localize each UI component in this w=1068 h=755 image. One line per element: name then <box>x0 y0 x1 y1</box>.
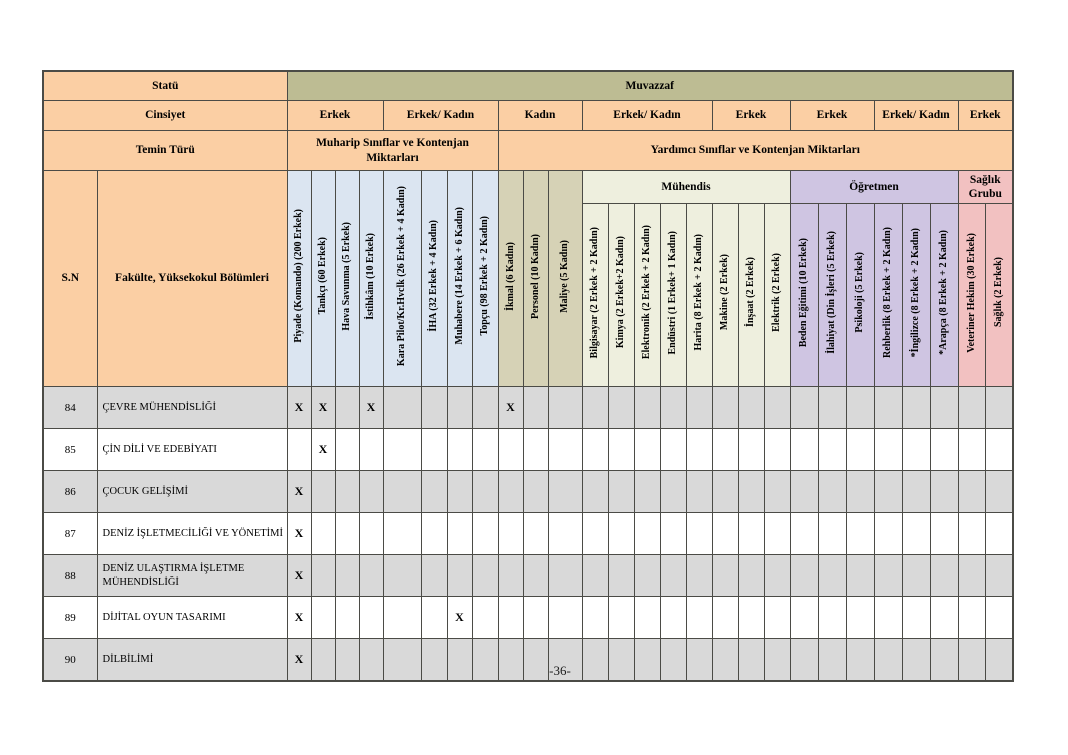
table-row-87 <box>43 513 1013 555</box>
column-header-label: Makine (2 Erkek) <box>719 254 730 331</box>
column-header-6 <box>421 171 447 387</box>
statu-row <box>43 71 1013 101</box>
mark-cell <box>383 513 421 555</box>
mark-cell <box>608 429 634 471</box>
column-header-8 <box>472 171 498 387</box>
mark-cell <box>421 471 447 513</box>
mark-cell <box>383 555 421 597</box>
mark-cell <box>818 555 846 597</box>
column-header-label: Hava Savunma (5 Erkek) <box>341 221 352 331</box>
mark-cell <box>472 471 498 513</box>
cinsiyet-header: Cinsiyet <box>43 101 287 131</box>
row-number-cell: 85 <box>43 429 97 471</box>
column-header-23 <box>874 204 902 387</box>
column-header-label: Endüstri (1 Erkek+ 1 Kadın) <box>667 230 678 355</box>
mark-cell <box>902 429 930 471</box>
mark-cell <box>686 555 712 597</box>
mark-cell <box>790 471 818 513</box>
mark-cell <box>582 597 608 639</box>
mark-cell <box>498 555 523 597</box>
column-header-9 <box>498 171 523 387</box>
mark-cell <box>985 471 1013 513</box>
mark-cell <box>548 387 582 429</box>
column-header-3 <box>335 171 359 387</box>
mark-cell <box>712 387 738 429</box>
cinsiyet-band-7: Erkek/ Kadın <box>874 101 958 131</box>
muvazzaf-band: Muvazzaf <box>287 71 1013 101</box>
mark-cell <box>930 429 958 471</box>
mark-cell: X <box>287 471 311 513</box>
column-header-label: Beden Eğitimi (10 Erkek) <box>798 237 809 348</box>
mark-cell <box>335 471 359 513</box>
column-header-label: Personel (10 Kadın) <box>529 233 541 319</box>
mark-cell <box>790 597 818 639</box>
mark-cell <box>985 513 1013 555</box>
mark-cell <box>498 597 523 639</box>
mark-cell <box>958 513 985 555</box>
column-header-5 <box>383 171 421 387</box>
mark-cell: X <box>498 387 523 429</box>
column-header-label: İHA (32 Erkek + 4 Kadın) <box>428 220 439 332</box>
mark-cell <box>712 597 738 639</box>
mark-cell <box>523 471 548 513</box>
mark-cell: X <box>287 639 311 682</box>
mark-cell <box>472 597 498 639</box>
mark-cell <box>548 429 582 471</box>
mark-cell <box>790 387 818 429</box>
column-header-label: İnşaat (2 Erkek) <box>745 257 756 328</box>
cinsiyet-band-1: Erkek <box>287 101 383 131</box>
column-header-label: Sağlık (2 Erkek) <box>992 257 1004 328</box>
muharip-band: Muharip Sınıflar ve Kontenjan Miktarları <box>287 131 498 171</box>
mark-cell <box>738 387 764 429</box>
mark-cell <box>335 555 359 597</box>
cinsiyet-band-8: Erkek <box>958 101 1013 131</box>
column-header-13 <box>608 204 634 387</box>
mark-cell <box>686 429 712 471</box>
mark-cell: X <box>287 387 311 429</box>
row-number-cell: 86 <box>43 471 97 513</box>
column-header-11 <box>548 171 582 387</box>
mark-cell <box>874 429 902 471</box>
mark-cell <box>359 555 383 597</box>
mark-cell <box>359 597 383 639</box>
column-header-25 <box>930 204 958 387</box>
temin-turu-row <box>43 131 1013 171</box>
mark-cell <box>548 513 582 555</box>
mark-cell <box>818 597 846 639</box>
mark-cell: X <box>287 513 311 555</box>
mark-cell <box>846 471 874 513</box>
mark-cell <box>874 471 902 513</box>
faculty-name-cell: DİJİTAL OYUN TASARIMI <box>97 597 287 639</box>
mark-cell <box>608 513 634 555</box>
class-group-header-2: Öğretmen <box>790 171 958 204</box>
cinsiyet-band-4: Erkek/ Kadın <box>582 101 712 131</box>
column-header-22 <box>846 204 874 387</box>
column-header-label: Maliye (5 Kadın) <box>559 239 570 313</box>
quota-table-sheet <box>42 70 1014 682</box>
mark-cell <box>738 471 764 513</box>
mark-cell <box>548 471 582 513</box>
mark-cell <box>335 387 359 429</box>
mark-cell <box>608 387 634 429</box>
mark-cell <box>712 555 738 597</box>
mark-cell <box>608 555 634 597</box>
sn-column-header: S.N <box>43 171 97 387</box>
column-header-label: Tankçı (60 Erkek) <box>317 237 328 315</box>
column-header-label: Kara Pilot/Kr.Hvclk (26 Erkek + 4 Kadın) <box>396 185 407 367</box>
mark-cell <box>874 513 902 555</box>
mark-cell <box>472 429 498 471</box>
mark-cell <box>311 597 335 639</box>
mark-cell <box>311 513 335 555</box>
column-header-label: İstihkâm (10 Erkek) <box>365 232 376 320</box>
mark-cell: X <box>287 555 311 597</box>
mark-cell <box>582 471 608 513</box>
mark-cell <box>523 429 548 471</box>
mark-cell <box>686 597 712 639</box>
column-header-20 <box>790 204 818 387</box>
mark-cell <box>764 597 790 639</box>
column-header-label: Elektronik (2 Erkek + 2 Kadın) <box>641 225 652 360</box>
table-row-88 <box>43 555 1013 597</box>
column-header-12 <box>582 204 608 387</box>
column-header-label: Bilgisayar (2 Erkek + 2 Kadın) <box>589 226 600 359</box>
mark-cell <box>634 555 660 597</box>
class-group-header-3: Sağlık Grubu <box>958 171 1013 204</box>
column-header-27 <box>985 204 1013 387</box>
mark-cell <box>447 429 472 471</box>
mark-cell <box>764 429 790 471</box>
mark-cell <box>359 429 383 471</box>
class-group-header-1: Mühendis <box>582 171 790 204</box>
column-header-16 <box>686 204 712 387</box>
column-header-1 <box>287 171 311 387</box>
mark-cell <box>498 513 523 555</box>
mark-cell <box>818 387 846 429</box>
mark-cell <box>634 387 660 429</box>
mark-cell <box>846 597 874 639</box>
column-header-4 <box>359 171 383 387</box>
mark-cell <box>930 513 958 555</box>
mark-cell <box>958 597 985 639</box>
mark-cell <box>712 471 738 513</box>
mark-cell <box>447 555 472 597</box>
column-header-21 <box>818 204 846 387</box>
mark-cell <box>472 555 498 597</box>
mark-cell <box>582 387 608 429</box>
column-group-header-row <box>43 171 1013 204</box>
mark-cell <box>660 471 686 513</box>
mark-cell <box>582 429 608 471</box>
column-header-label: Kimya (2 Erkek+2 Kadın) <box>615 236 626 349</box>
column-header-2 <box>311 171 335 387</box>
mark-cell <box>660 555 686 597</box>
mark-cell <box>818 429 846 471</box>
mark-cell <box>818 513 846 555</box>
mark-cell <box>634 513 660 555</box>
mark-cell <box>846 513 874 555</box>
mark-cell <box>874 555 902 597</box>
mark-cell <box>902 597 930 639</box>
mark-cell <box>383 597 421 639</box>
mark-cell <box>582 513 608 555</box>
mark-cell <box>472 387 498 429</box>
mark-cell <box>902 387 930 429</box>
column-header-label: İkmal (6 Kadın) <box>504 241 516 311</box>
mark-cell <box>335 597 359 639</box>
yardimci-band: Yardımcı Sınıflar ve Kontenjan Miktarları <box>498 131 1013 171</box>
mark-cell <box>874 597 902 639</box>
mark-cell <box>498 471 523 513</box>
column-header-14 <box>634 204 660 387</box>
column-header-label: *İngilizce (8 Erkek + 2 Kadın) <box>910 227 921 358</box>
mark-cell <box>958 387 985 429</box>
column-header-26 <box>958 204 985 387</box>
column-header-10 <box>523 171 548 387</box>
mark-cell <box>383 471 421 513</box>
mark-cell <box>985 429 1013 471</box>
mark-cell <box>738 555 764 597</box>
row-number-cell: 88 <box>43 555 97 597</box>
mark-cell <box>764 471 790 513</box>
mark-cell: X <box>311 387 335 429</box>
mark-cell <box>472 513 498 555</box>
mark-cell: X <box>447 597 472 639</box>
mark-cell <box>902 471 930 513</box>
mark-cell <box>660 429 686 471</box>
faculty-name-cell: ÇOCUK GELİŞİMİ <box>97 471 287 513</box>
faculty-name-cell: DİLBİLİMİ <box>97 639 287 682</box>
column-header-19 <box>764 204 790 387</box>
mark-cell <box>764 513 790 555</box>
mark-cell <box>383 429 421 471</box>
column-header-label: Veteriner Hekim (30 Erkek) <box>965 232 977 353</box>
row-number-cell: 87 <box>43 513 97 555</box>
column-header-label: Elektrik (2 Erkek) <box>771 253 782 332</box>
cinsiyet-band-5: Erkek <box>712 101 790 131</box>
mark-cell <box>311 555 335 597</box>
mark-cell <box>634 471 660 513</box>
mark-cell: X <box>287 597 311 639</box>
cinsiyet-band-6: Erkek <box>790 101 874 131</box>
recruitment-quota-table <box>42 70 1014 682</box>
faculty-column-header: Fakülte, Yüksekokul Bölümleri <box>97 171 287 387</box>
mark-cell <box>634 429 660 471</box>
mark-cell <box>447 471 472 513</box>
mark-cell <box>523 597 548 639</box>
table-row-84 <box>43 387 1013 429</box>
mark-cell: X <box>311 429 335 471</box>
mark-cell <box>608 471 634 513</box>
table-row-89 <box>43 597 1013 639</box>
column-header-label: Topçu (98 Erkek + 2 Kadın) <box>479 216 490 336</box>
mark-cell <box>846 387 874 429</box>
mark-cell <box>498 429 523 471</box>
mark-cell <box>985 597 1013 639</box>
mark-cell <box>660 513 686 555</box>
mark-cell <box>738 597 764 639</box>
table-row-85 <box>43 429 1013 471</box>
mark-cell <box>738 429 764 471</box>
mark-cell <box>738 513 764 555</box>
faculty-name-cell: ÇİN DİLİ VE EDEBİYATI <box>97 429 287 471</box>
column-header-label: Muhabere (14 Erkek + 6 Kadın) <box>453 207 465 345</box>
column-header-label: Harita (8 Erkek + 2 Kadın) <box>693 234 704 351</box>
temin-turu-header: Temin Türü <box>43 131 287 171</box>
table-row-86 <box>43 471 1013 513</box>
mark-cell <box>608 597 634 639</box>
mark-cell <box>874 387 902 429</box>
mark-cell <box>958 429 985 471</box>
mark-cell <box>421 429 447 471</box>
mark-cell <box>958 555 985 597</box>
mark-cell <box>764 387 790 429</box>
mark-cell <box>287 429 311 471</box>
mark-cell <box>335 513 359 555</box>
mark-cell <box>902 555 930 597</box>
column-header-24 <box>902 204 930 387</box>
mark-cell: X <box>359 387 383 429</box>
mark-cell <box>523 555 548 597</box>
mark-cell <box>686 471 712 513</box>
column-header-15 <box>660 204 686 387</box>
mark-cell <box>686 513 712 555</box>
cinsiyet-row <box>43 101 1013 131</box>
mark-cell <box>634 597 660 639</box>
mark-cell <box>523 387 548 429</box>
column-header-17 <box>712 204 738 387</box>
mark-cell <box>359 471 383 513</box>
cinsiyet-band-2: Erkek/ Kadın <box>383 101 498 131</box>
mark-cell <box>764 555 790 597</box>
mark-cell <box>846 555 874 597</box>
mark-cell <box>383 387 421 429</box>
mark-cell <box>712 513 738 555</box>
column-header-7 <box>447 171 472 387</box>
mark-cell <box>790 429 818 471</box>
mark-cell <box>930 597 958 639</box>
column-header-label: Psikoloji (5 Erkek) <box>854 252 865 333</box>
faculty-name-cell: DENİZ ULAŞTIRMA İŞLETME MÜHENDİSLİĞİ <box>97 555 287 597</box>
mark-cell <box>930 387 958 429</box>
faculty-name-cell: ÇEVRE MÜHENDİSLİĞİ <box>97 387 287 429</box>
mark-cell <box>421 597 447 639</box>
column-header-label: *Arapça (8 Erkek + 2 Kadın) <box>938 230 949 355</box>
column-header-label: Rehberlik (8 Erkek + 2 Kadın) <box>882 227 893 358</box>
row-number-cell: 90 <box>43 639 97 682</box>
mark-cell <box>930 471 958 513</box>
mark-cell <box>311 471 335 513</box>
column-header-18 <box>738 204 764 387</box>
mark-cell <box>421 387 447 429</box>
mark-cell <box>421 513 447 555</box>
mark-cell <box>790 513 818 555</box>
mark-cell <box>902 513 930 555</box>
mark-cell <box>421 555 447 597</box>
column-header-label: İlahiyat (Din İşleri (5 Erkek) <box>826 231 837 354</box>
mark-cell <box>548 555 582 597</box>
mark-cell <box>818 471 846 513</box>
faculty-name-cell: DENİZ İŞLETMECİLİĞİ VE YÖNETİMİ <box>97 513 287 555</box>
mark-cell <box>660 387 686 429</box>
mark-cell <box>985 387 1013 429</box>
mark-cell <box>359 513 383 555</box>
mark-cell <box>985 555 1013 597</box>
statu-header: Statü <box>43 71 287 101</box>
mark-cell <box>660 597 686 639</box>
mark-cell <box>930 555 958 597</box>
mark-cell <box>686 387 712 429</box>
mark-cell <box>582 555 608 597</box>
page-number: -36- <box>549 663 571 678</box>
mark-cell <box>335 429 359 471</box>
mark-cell <box>790 555 818 597</box>
mark-cell <box>846 429 874 471</box>
mark-cell <box>958 471 985 513</box>
row-number-cell: 84 <box>43 387 97 429</box>
mark-cell <box>447 513 472 555</box>
cinsiyet-band-3: Kadın <box>498 101 582 131</box>
mark-cell <box>712 429 738 471</box>
row-number-cell: 89 <box>43 597 97 639</box>
column-header-label: Piyade (Komando) (200 Erkek) <box>293 209 304 343</box>
mark-cell <box>548 597 582 639</box>
mark-cell <box>523 513 548 555</box>
mark-cell <box>447 387 472 429</box>
